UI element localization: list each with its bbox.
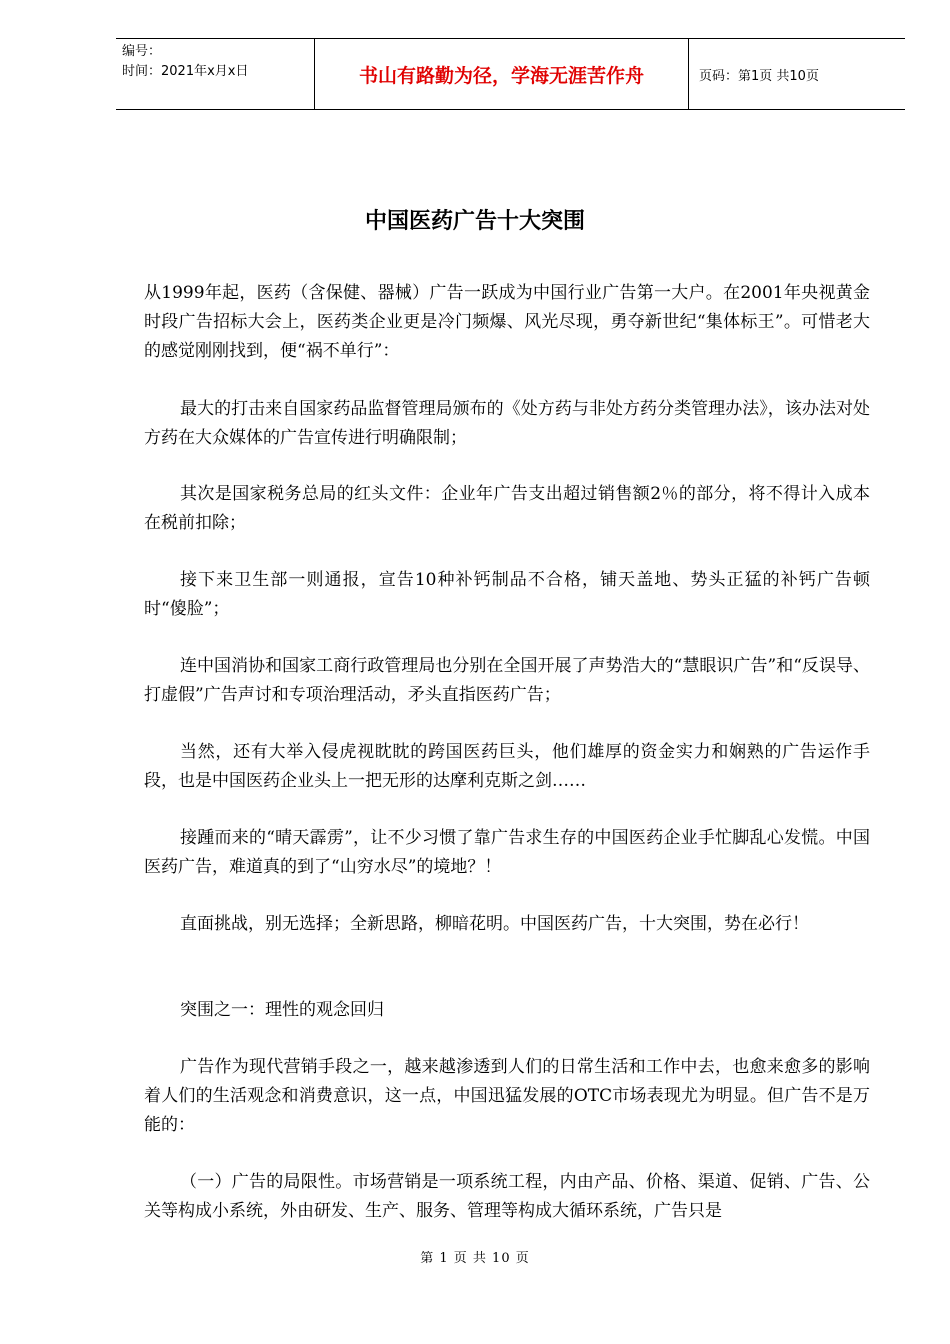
document-number-label: 编号： bbox=[122, 44, 162, 59]
paragraph-4: 连中国消协和国家工商行政管理局也分别在全国开展了声势浩大的“慧眼识广告”和“反误导、打虚假”广告声讨和专项治理活动，矛头直指医药广告； bbox=[144, 656, 870, 705]
document-title: 中国医药广告十大突围 bbox=[364, 209, 585, 234]
paragraph-3: 接下来卫生部一则通报，宣告10种补钙制品不合格，铺天盖地、势头正猛的补钙广告顿时“傻脸”； bbox=[144, 570, 870, 619]
paragraph-intro: 从1999年起，医药（含保健、器械）广告一跃成为中国行业广告第一大户。在2001年央视黄金时段广告招标大会上，医药类企业更是冷门频爆、风光尽现，勇夺新世纪“集体标王”。可惜老大的感觉刚刚找到，便“祸不单行”： bbox=[144, 283, 870, 361]
paragraph-5: 当然，还有大举入侵虎视眈眈的跨国医药巨头，他们雄厚的资金实力和娴熟的广告运作手段，也是中国医药企业头上一把无形的达摩利克斯之剑…… bbox=[144, 742, 870, 791]
paragraph-10: （一）广告的局限性。市场营销是一项系统工程，内由产品、价格、渠道、促销、广告、公关等构成小系统，外由研发、生产、服务、管理等构成大循环系统，广告只是 bbox=[144, 1172, 870, 1221]
header-motto: 书山有路勤为径，学海无涯苦作舟 bbox=[315, 39, 689, 109]
paragraph-1: 最大的打击来自国家药品监督管理局颁布的《处方药与非处方药分类管理办法》，该办法对处方药在大众媒体的广告宣传进行明确限制； bbox=[144, 399, 870, 448]
header-meta-cell bbox=[116, 39, 315, 109]
section-heading-1: 突围之一：理性的观念回归 bbox=[180, 1000, 384, 1020]
document-time-label: 时间：2021年x月x日 bbox=[122, 64, 249, 79]
paragraph-7: 直面挑战，别无选择；全新思路，柳暗花明。中国医药广告，十大突围，势在必行！ bbox=[180, 914, 809, 934]
paragraph-6: 接踵而来的“晴天霹雳”，让不少习惯了靠广告求生存的中国医药企业手忙脚乱心发慌。中国医药广告，难道真的到了“山穷水尽”的境地？！ bbox=[144, 828, 870, 877]
header-table bbox=[116, 38, 905, 110]
paragraph-9: 广告作为现代营销手段之一，越来越渗透到人们的日常生活和工作中去，也愈来愈多的影响着人们的生活观念和消费意识，这一点，中国迅猛发展的OTC市场表现尤为明显。但广告不是万能的： bbox=[144, 1057, 870, 1135]
header-page-info: 页码：第1页 共10页 bbox=[699, 68, 819, 84]
page-footer: 第 1 页 共 10 页 bbox=[420, 1251, 530, 1266]
paragraph-2: 其次是国家税务总局的红头文件：企业年广告支出超过销售额2％的部分，将不得计入成本在税前扣除； bbox=[144, 484, 870, 533]
